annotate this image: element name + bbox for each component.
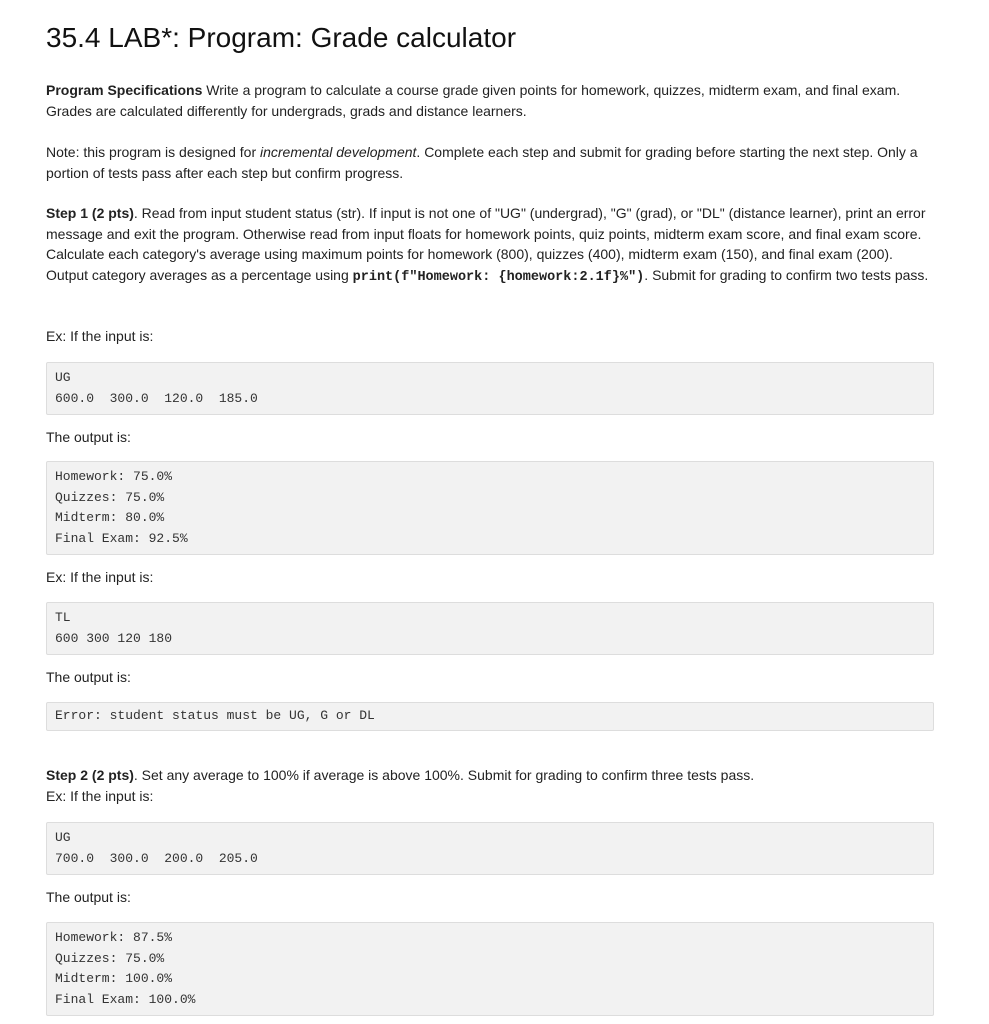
example2-input-label: Ex: If the input is:	[46, 569, 154, 585]
step2-label: Step 2 (2 pts)	[46, 767, 134, 783]
step1-text: . Read from input student status (str). If input is not one of "UG" (undergrad), "G" (grad), or "DL" (distance learner), print an error message and exit the program. Otherwise read from input floats for homework points, quiz points, midterm exam score, and final exam score. Calculate each category's average using maximum points for homework (800), quizzes (400), midterm exam (150), and final exam (200). Output category averages as a percentage using	[46, 205, 926, 283]
program-specifications	[46, 80, 934, 121]
example2-output-code: Error: student status must be UG, G or DL	[46, 702, 934, 731]
step1-label: Step 1 (2 pts)	[46, 205, 134, 221]
step2-text: . Set any average to 100% if average is above 100%. Submit for grading to confirm three tests pass.	[133, 767, 755, 783]
example3-output-label: The output is:	[46, 889, 131, 905]
example1-input-code: UG 600.0 300.0 120.0 185.0	[46, 362, 934, 415]
example3-input-label: Ex: If the input is:	[46, 788, 154, 804]
step1-text-end: . Submit for grading to confirm two tests pass.	[644, 266, 929, 283]
incremental-note	[46, 142, 934, 183]
example3-output-code: Homework: 87.5% Quizzes: 75.0% Midterm: 100.0% Final Exam: 100.0%	[46, 922, 934, 1016]
example2-input-code: TL 600 300 120 180	[46, 602, 934, 655]
note-text-end: . Complete each step and submit for grading before starting the next step. Only a portion of tests pass after each step but confirm progress.	[46, 144, 918, 181]
spec-label: Program Specifications	[46, 82, 203, 98]
step1-description	[46, 203, 934, 288]
step2-description	[46, 765, 934, 786]
page-title: 35.4 LAB*: Program: Grade calculator	[46, 22, 517, 53]
note-text: Note: this program is designed for	[46, 144, 260, 160]
note-emphasis: incremental development	[260, 144, 417, 160]
example3-input-code: UG 700.0 300.0 200.0 205.0	[46, 822, 934, 875]
example1-input-label: Ex: If the input is:	[46, 328, 154, 344]
example2-output-label: The output is:	[46, 669, 131, 685]
spec-text: Write a program to calculate a course grade given points for homework, quizzes, midterm exam, and final exam. Grades are calculated differently for undergrads, grads and distance learners.	[46, 82, 901, 119]
example1-output-label: The output is:	[46, 429, 131, 445]
step1-code: print(f"Homework: {homework:2.1f}%")	[352, 269, 645, 285]
example1-output-code: Homework: 75.0% Quizzes: 75.0% Midterm: 80.0% Final Exam: 92.5%	[46, 461, 934, 555]
